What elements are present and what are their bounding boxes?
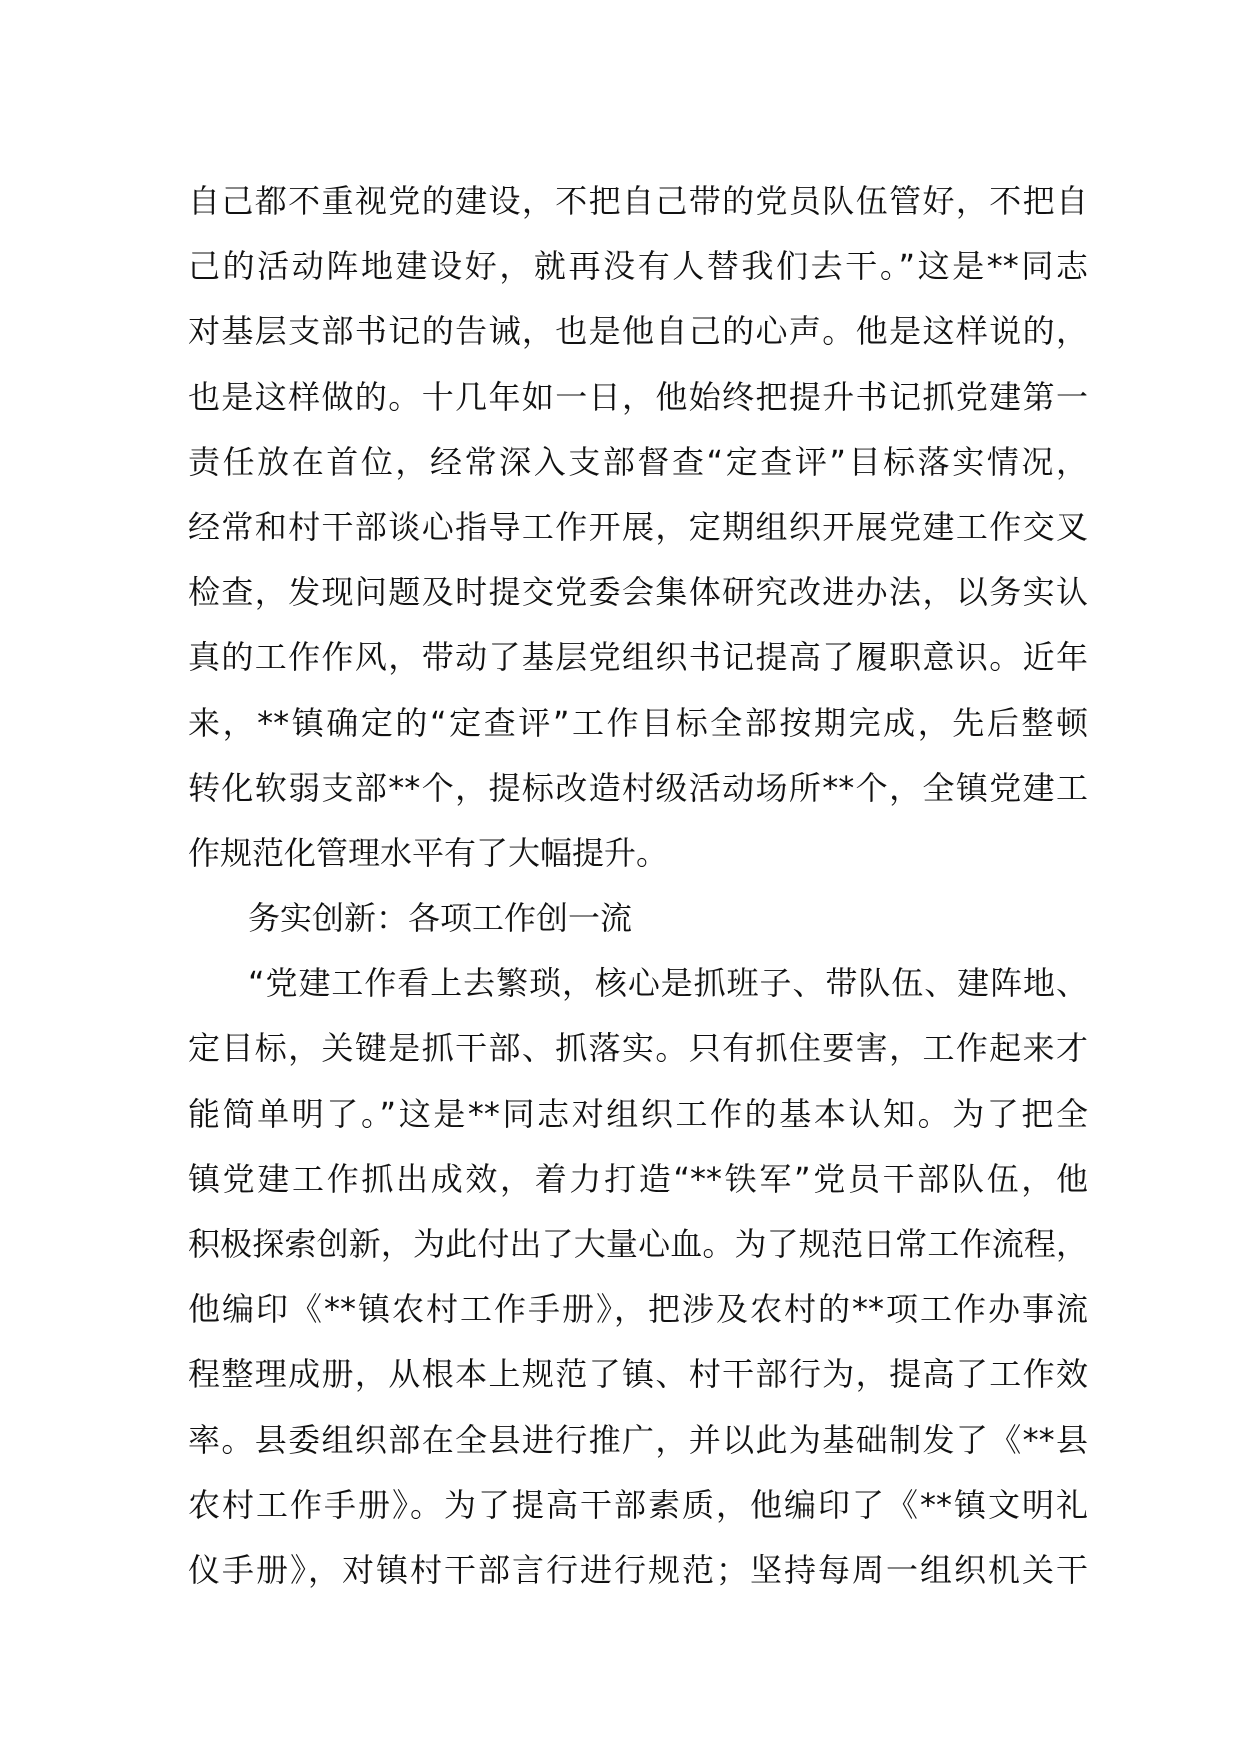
text-line: 经常和村干部谈心指导工作开展，定期组织开展党建工作交叉 [188,507,1088,546]
text-line: 积极探索创新，为此付出了大量心血。为了规范日常工作流程， [188,1225,1088,1263]
text-line: 己的活动阵地建设好，就再没有人替我们去干。”这是**同志 [188,247,1088,286]
text-line: 转化软弱支部**个，提标改造村级活动场所**个，全镇党建工 [188,768,1088,807]
text-line: 也是这样做的。十几年如一日，他始终把提升书记抓党建第一 [188,377,1088,416]
paragraph-last-line: 作规范化管理水平有了大幅提升。 [188,833,669,872]
text-line: 真的工作作风，带动了基层党组织书记提高了履职意识。近年 [188,638,1088,677]
text-line: 责任放在首位，经常深入支部督查“定查评”目标落实情况， [188,442,1088,481]
text-line: 来，**镇确定的“定查评”工作目标全部按期完成，先后整顿 [188,703,1088,742]
document-body [188,169,1088,1603]
text-line: 仪手册》，对镇村干部言行进行规范；坚持每周一组织机关干 [188,1550,1088,1589]
text-line: 率。县委组织部在全县进行推广，并以此为基础制发了《**县 [188,1420,1088,1459]
text-line: 自己都不重视党的建设，不把自己带的党员队伍管好，不把自 [188,182,1088,220]
text-line: 农村工作手册》。为了提高干部素质，他编印了《**镇文明礼 [188,1485,1088,1524]
section-heading: 务实创新：各项工作创一流 [248,899,633,938]
paragraph-first-line: “党建工作看上去繁琐，核心是抓班子、带队伍、建阵地、 [248,964,1088,1003]
text-line: 对基层支部书记的告诫，也是他自己的心声。他是这样说的， [188,312,1088,351]
text-line: 定目标，关键是抓干部、抓落实。只有抓住要害，工作起来才 [188,1029,1088,1068]
text-line: 能简单明了。”这是**同志对组织工作的基本认知。为了把全 [188,1094,1088,1133]
text-line: 程整理成册，从根本上规范了镇、村干部行为，提高了工作效 [188,1355,1088,1394]
text-line: 检查，发现问题及时提交党委会集体研究改进办法，以务实认 [188,573,1088,612]
text-line: 镇党建工作抓出成效，着力打造“**铁军”党员干部队伍，他 [188,1159,1088,1198]
text-line: 他编印《**镇农村工作手册》，把涉及农村的**项工作办事流 [188,1290,1088,1329]
